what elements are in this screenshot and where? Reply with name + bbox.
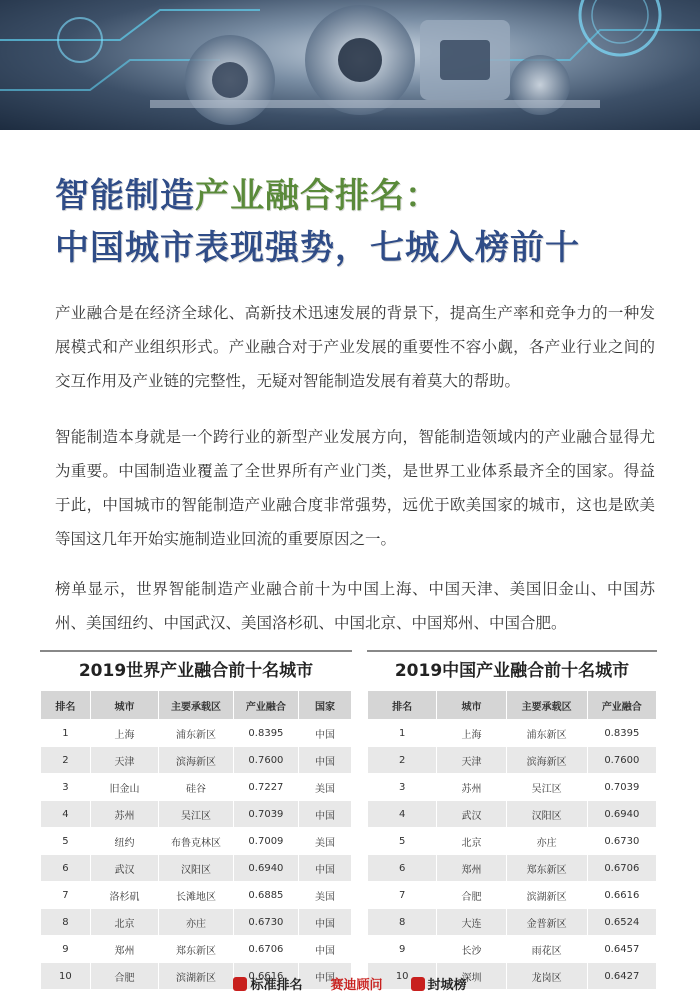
table-cell: 龙岗区 xyxy=(506,963,587,990)
table-cell: 汉阳区 xyxy=(159,855,234,882)
table-cell: 8 xyxy=(368,909,437,936)
china-ranking-table xyxy=(367,650,657,990)
table-cell: 0.7009 xyxy=(233,828,298,855)
table-cell: 美国 xyxy=(299,828,352,855)
logo-fengchengbang xyxy=(411,974,467,993)
table-cell: 滨海新区 xyxy=(159,747,234,774)
table-cell: 7 xyxy=(41,882,91,909)
table-cell: 0.6706 xyxy=(587,855,656,882)
header-cell: 城市 xyxy=(90,691,158,720)
table-cell: 3 xyxy=(368,774,437,801)
table-cell: 旧金山 xyxy=(90,774,158,801)
table-cell: 中国 xyxy=(299,936,352,963)
table-cell: 洛杉矶 xyxy=(90,882,158,909)
table-cell: 吴江区 xyxy=(159,801,234,828)
table-cell: 郑州 xyxy=(437,855,506,882)
table-cell: 0.8395 xyxy=(587,720,656,747)
header-cell: 排名 xyxy=(368,691,437,720)
logo-saidi-guwen xyxy=(330,974,382,993)
table-cell: 9 xyxy=(368,936,437,963)
table-cell: 武汉 xyxy=(90,855,158,882)
table-cell: 0.6706 xyxy=(233,936,298,963)
table-cell: 郑东新区 xyxy=(159,936,234,963)
table-cell: 中国 xyxy=(299,720,352,747)
logo-biaozhun-paiming xyxy=(233,974,302,993)
table-cell: 上海 xyxy=(437,720,506,747)
table-cell: 0.7600 xyxy=(587,747,656,774)
table-cell: 长沙 xyxy=(437,936,506,963)
table-row xyxy=(368,747,657,774)
table-cell: 苏州 xyxy=(437,774,506,801)
table-cell: 苏州 xyxy=(90,801,158,828)
table-row xyxy=(368,720,657,747)
table-cell: 雨花区 xyxy=(506,936,587,963)
table-cell: 上海 xyxy=(90,720,158,747)
table-row xyxy=(368,801,657,828)
table-cell: 天津 xyxy=(437,747,506,774)
table-cell: 纽约 xyxy=(90,828,158,855)
table-cell: 0.7039 xyxy=(233,801,298,828)
table-row xyxy=(41,909,352,936)
table-row xyxy=(41,828,352,855)
logo-text: 标准排名 xyxy=(250,978,303,993)
table-header-row xyxy=(368,691,657,720)
table-cell: 2 xyxy=(41,747,91,774)
table-cell: 亦庄 xyxy=(506,828,587,855)
header-cell: 主要承载区 xyxy=(506,691,587,720)
world-ranking-table xyxy=(40,650,352,990)
header-cell: 产业融合 xyxy=(233,691,298,720)
table-cell: 北京 xyxy=(437,828,506,855)
table-cell: 合肥 xyxy=(90,963,158,990)
header-cell: 排名 xyxy=(41,691,91,720)
table-cell: 0.6885 xyxy=(233,882,298,909)
table-row xyxy=(41,774,352,801)
table-cell: 0.6730 xyxy=(587,828,656,855)
table-cell: 7 xyxy=(368,882,437,909)
world-table-title: 2019世界产业融合前十名城市 xyxy=(40,650,352,690)
table-cell: 10 xyxy=(41,963,91,990)
table-cell: 1 xyxy=(368,720,437,747)
logo-text: 赛迪顾问 xyxy=(330,978,383,993)
table-cell: 0.6616 xyxy=(587,882,656,909)
table-cell: 10 xyxy=(368,963,437,990)
table-cell: 长滩地区 xyxy=(159,882,234,909)
table-cell: 郑东新区 xyxy=(506,855,587,882)
table-cell: 武汉 xyxy=(437,801,506,828)
table-row xyxy=(41,801,352,828)
table-row xyxy=(368,855,657,882)
brand-mark-icon xyxy=(233,977,247,991)
table-cell: 美国 xyxy=(299,882,352,909)
table-cell: 中国 xyxy=(299,909,352,936)
table-cell: 0.6730 xyxy=(233,909,298,936)
table-cell: 6 xyxy=(41,855,91,882)
table-row xyxy=(368,828,657,855)
table-cell: 北京 xyxy=(90,909,158,936)
header-cell: 主要承载区 xyxy=(159,691,234,720)
table-cell: 0.6457 xyxy=(587,936,656,963)
table-cell: 0.7039 xyxy=(587,774,656,801)
table-cell: 中国 xyxy=(299,855,352,882)
table-cell: 布鲁克林区 xyxy=(159,828,234,855)
header-cell: 城市 xyxy=(437,691,506,720)
table-cell: 4 xyxy=(41,801,91,828)
table-cell: 深圳 xyxy=(437,963,506,990)
paragraph-industry-fusion: 产业融合是在经济全球化、高新技术迅速发展的背景下，提高生产率和竞争力的一种发展模式和产业组织形式。产业融合对于产业发展的重要性不容小觑，各产业行业之间的交互作用及产业链的完整性，无疑对智能制造发展有着莫大的帮助。 xyxy=(55,304,655,390)
table-row xyxy=(41,936,352,963)
table-cell: 浦东新区 xyxy=(159,720,234,747)
brand-mark-icon xyxy=(411,977,425,991)
machinery-illustration xyxy=(0,0,700,130)
table-cell: 中国 xyxy=(299,963,352,990)
table-cell: 6 xyxy=(368,855,437,882)
table-cell: 0.7600 xyxy=(233,747,298,774)
table-cell: 5 xyxy=(368,828,437,855)
header-cell: 国家 xyxy=(299,691,352,720)
header-banner-image xyxy=(0,0,700,130)
footer-logos xyxy=(0,973,700,994)
table-cell: 0.6427 xyxy=(587,963,656,990)
table-cell: 天津 xyxy=(90,747,158,774)
table-cell: 郑州 xyxy=(90,936,158,963)
table-cell: 滨湖新区 xyxy=(506,882,587,909)
table-cell: 2 xyxy=(368,747,437,774)
table-cell: 9 xyxy=(41,936,91,963)
table-cell: 0.6940 xyxy=(233,855,298,882)
table-cell: 4 xyxy=(368,801,437,828)
paragraph-smart-manufacturing: 智能制造本身就是一个跨行业的新型产业发展方向，智能制造领域内的产业融合显得尤为重要。中国制造业覆盖了全世界所有产业门类，是世界工业体系最齐全的国家。得益于此，中国城市的智能制造产业融合度非常强势，远优于欧美国家的城市，这也是欧美等国这几年开始实施制造业回流的重要原因之一。 xyxy=(55,428,655,548)
china-table-title: 2019中国产业融合前十名城市 xyxy=(367,650,657,690)
table-row xyxy=(41,720,352,747)
table-cell: 美国 xyxy=(299,774,352,801)
table-cell: 汉阳区 xyxy=(506,801,587,828)
header-cell: 产业融合 xyxy=(587,691,656,720)
table-cell: 大连 xyxy=(437,909,506,936)
table-cell: 硅谷 xyxy=(159,774,234,801)
table-cell: 0.6616 xyxy=(233,963,298,990)
table-cell: 滨湖新区 xyxy=(159,963,234,990)
paragraph-ranking-summary: 榜单显示，世界智能制造产业融合前十为中国上海、中国天津、美国旧金山、中国苏州、美国纽约、中国武汉、美国洛杉矶、中国北京、中国郑州、中国合肥。 xyxy=(55,580,655,632)
table-row xyxy=(41,882,352,909)
table-row xyxy=(41,855,352,882)
table-header-row xyxy=(41,691,352,720)
table-row xyxy=(368,774,657,801)
page-title-line-2: 中国城市表现强势，七城入榜前十 xyxy=(55,228,580,268)
table-cell: 金普新区 xyxy=(506,909,587,936)
table-row xyxy=(41,747,352,774)
logo-text: 封城榜 xyxy=(427,978,467,993)
table-cell: 亦庄 xyxy=(159,909,234,936)
table-cell: 0.8395 xyxy=(233,720,298,747)
table-cell: 1 xyxy=(41,720,91,747)
table-cell: 中国 xyxy=(299,747,352,774)
table-row xyxy=(368,882,657,909)
table-cell: 0.6524 xyxy=(587,909,656,936)
page-title-line-1: 智能制造产业融合排名： xyxy=(55,176,440,216)
table-cell: 滨海新区 xyxy=(506,747,587,774)
table-row xyxy=(368,909,657,936)
table-cell: 浦东新区 xyxy=(506,720,587,747)
table-cell: 0.7227 xyxy=(233,774,298,801)
table-cell: 3 xyxy=(41,774,91,801)
table-cell: 5 xyxy=(41,828,91,855)
table-cell: 合肥 xyxy=(437,882,506,909)
table-cell: 0.6940 xyxy=(587,801,656,828)
table-row xyxy=(368,936,657,963)
table-cell: 8 xyxy=(41,909,91,936)
table-cell: 吴江区 xyxy=(506,774,587,801)
table-cell: 中国 xyxy=(299,801,352,828)
